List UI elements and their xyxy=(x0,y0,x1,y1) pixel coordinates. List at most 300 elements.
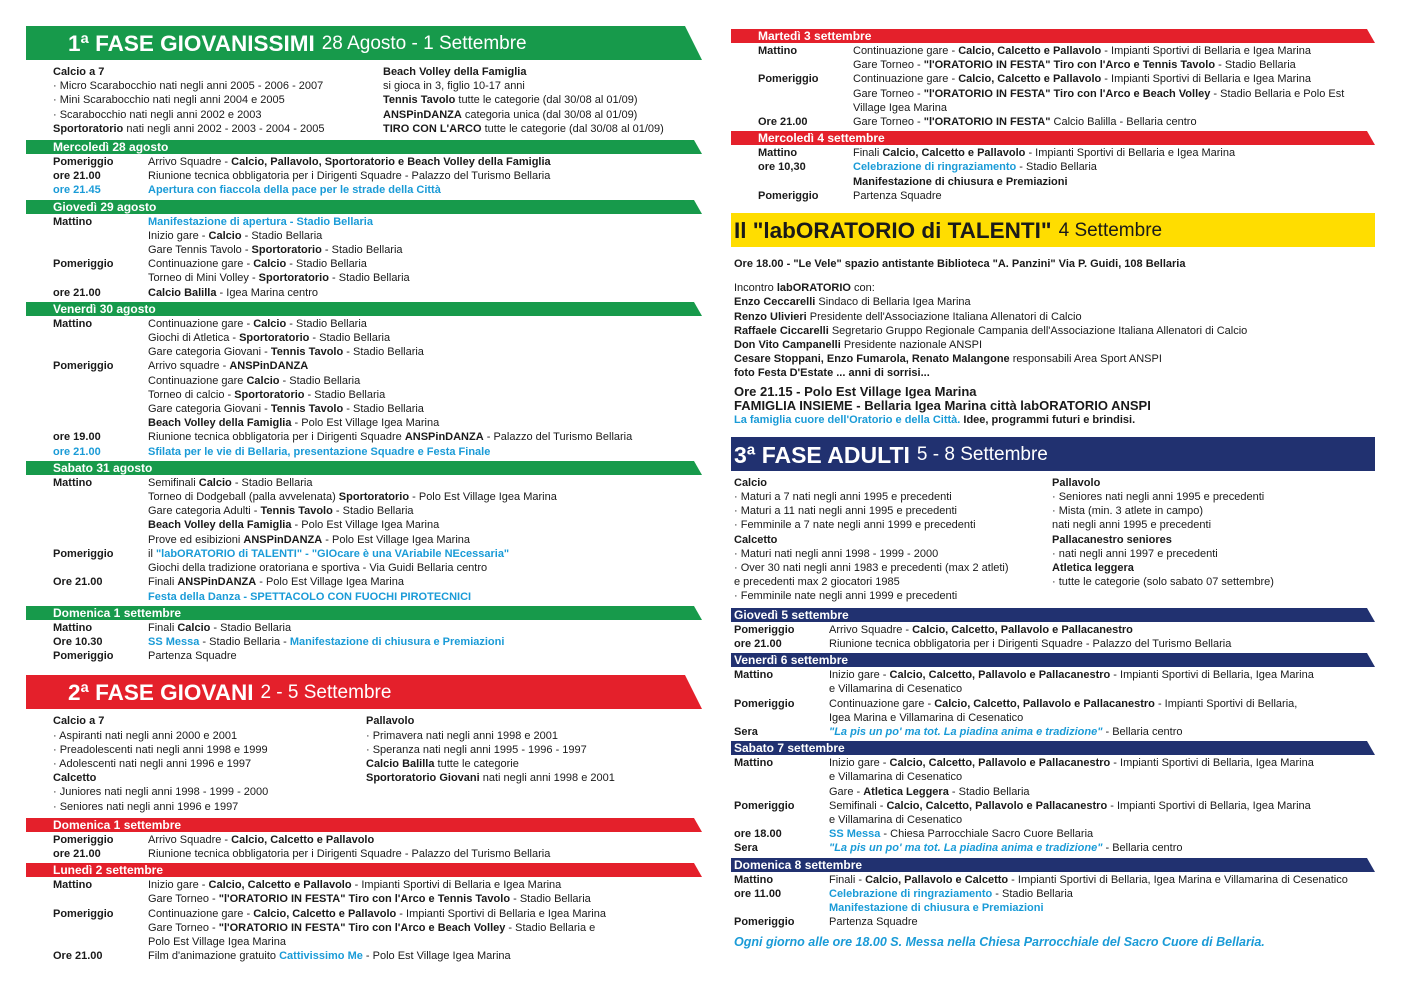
info-line xyxy=(1052,518,1375,532)
row-content xyxy=(148,243,403,257)
row-text-after: - Impianti Sportivi di Bellaria e Igea Marina xyxy=(396,907,606,920)
row-content xyxy=(829,813,962,827)
info-line xyxy=(366,743,702,757)
info-bold: Sportoratorio xyxy=(53,122,124,135)
row-text: Gare categoria Giovani - xyxy=(148,346,271,359)
schedule-row xyxy=(734,813,1375,827)
row-text: Inizio gare - xyxy=(829,757,890,770)
day-rows xyxy=(26,475,702,606)
schedule-row xyxy=(734,711,1375,725)
row-content xyxy=(829,711,1023,725)
info-left xyxy=(734,476,1052,604)
row-bold: Calcio, Calcetto, Pallavolo e Pallacanestro xyxy=(889,669,1111,682)
row-time xyxy=(53,345,148,359)
row-text: Gare Tennis Tavolo - xyxy=(148,244,252,257)
person-role: responsabili Area Sport ANSPI xyxy=(1009,353,1162,366)
row-time: Mattino xyxy=(53,215,93,228)
row-text-after: - Stadio Bellaria xyxy=(286,317,367,330)
section-header-talenti xyxy=(731,213,1375,247)
row-bold: Calcio, Calcetto e Pallavolo xyxy=(958,73,1102,86)
row-text-after: - Impianti Sportivi di Bellaria, xyxy=(1154,697,1298,710)
row-text-after: - Polo Est Village Igea Marina xyxy=(409,491,557,504)
day-rows xyxy=(731,622,1375,653)
schedule-row xyxy=(758,58,1375,72)
schedule-row xyxy=(53,847,702,861)
row-time: Mattino xyxy=(758,147,798,160)
row-text: Finali - xyxy=(829,873,866,886)
info-line xyxy=(734,547,1052,561)
info-line xyxy=(383,122,702,136)
schedule-row xyxy=(758,146,1375,160)
row-text-after: - Palazzo del Turismo Bellaria xyxy=(483,431,633,444)
row-bold: Tennis Tavolo xyxy=(260,505,333,518)
row-text: il xyxy=(148,547,156,560)
info-line xyxy=(383,108,702,122)
row-content xyxy=(148,533,470,547)
row-text: Gare Torneo - xyxy=(853,116,924,129)
info-text: · Scarabocchio nati negli anni 2002 e 2003 xyxy=(53,108,262,121)
schedule-row xyxy=(53,169,702,183)
info-bold: Calcio a 7 xyxy=(53,66,105,78)
row-content xyxy=(148,402,424,416)
person-name: Don Vito Campanelli xyxy=(734,339,841,352)
row-time xyxy=(734,770,829,784)
talenti-person xyxy=(734,338,1375,352)
row-text: Riunione tecnica obbligatoria per i Dirigenti Squadre - Palazzo del Turismo Bellaria xyxy=(829,637,1232,650)
person-role: Presidente nazionale ANSPI xyxy=(840,339,983,352)
info-line xyxy=(734,518,1052,532)
info-text: · Seniores nati negli anni 1995 e precedenti xyxy=(1052,491,1265,504)
row-bold: Calcio, Calcetto e Pallavolo xyxy=(231,833,375,846)
row-text-after: - Stadio Bellaria xyxy=(241,229,323,242)
row-highlight: Festa della Danza - SPETTACOLO CON FUOCHI PIROTECNICI xyxy=(148,590,472,603)
info-line xyxy=(1052,476,1375,490)
row-text: Gare - xyxy=(829,785,864,798)
row-time: Mattino xyxy=(758,45,798,57)
row-text-after: - Stadio Bellaria xyxy=(1215,59,1296,72)
row-bold: Calcio, Pallavolo e Calcetto xyxy=(865,873,1009,886)
info-line xyxy=(366,771,702,785)
row-text-after: - Stadio Bellaria xyxy=(328,272,410,285)
info-line xyxy=(53,743,366,757)
row-text: Torneo di Mini Volley - xyxy=(148,272,259,285)
row-highlight: SS Messa xyxy=(829,828,881,841)
row-text: Arrivo Squadre - xyxy=(148,833,232,846)
row-text: Igea Marina e Villamarina di Cesenatico xyxy=(829,711,1024,724)
row-content xyxy=(148,317,367,331)
section-dates: 5 - 8 Settembre xyxy=(916,443,1048,465)
row-bold: Manifestazione di chiusura e Premiazioni xyxy=(853,175,1068,188)
row-time: Mattino xyxy=(53,317,93,330)
day-header: Sabato 31 agosto xyxy=(26,461,702,475)
row-text: Gare categoria Giovani - xyxy=(148,403,271,416)
row-time: Pomeriggio xyxy=(53,650,114,663)
info-line xyxy=(1052,504,1375,518)
talenti-person xyxy=(734,295,1375,309)
row-time: Pomeriggio xyxy=(53,907,114,920)
talenti-event-2-sub: FAMIGLIA INSIEME - Bellaria Igea Marina città labORATORIO ANSPI xyxy=(734,397,1151,413)
row-text: Village Igea Marina xyxy=(853,101,947,114)
row-bold: Calcio, Calcetto, Pallavolo e Pallacanestro xyxy=(886,799,1108,812)
row-text: Gare Torneo - xyxy=(853,59,924,72)
schedule-row xyxy=(53,374,702,388)
row-text-mid: - Stadio Bellaria - xyxy=(199,635,290,648)
info-text: · Primavera nati negli anni 1998 e 2001 xyxy=(366,729,559,742)
row-highlight: Manifestazione di chiusura e Premiazioni xyxy=(829,901,1044,914)
row-text: Continuazione gare - xyxy=(853,45,959,57)
info-line xyxy=(53,79,383,93)
schedule-row xyxy=(53,155,702,169)
schedule-row xyxy=(53,590,702,604)
info-bold: Tennis Tavolo xyxy=(383,94,456,107)
info-line xyxy=(53,757,366,771)
row-text-after: - Polo Est Village Igea Marina xyxy=(256,576,404,589)
row-time xyxy=(53,490,148,504)
row-bold: ANSPinDANZA xyxy=(243,533,323,546)
row-text-after: - Impianti Sportivi di Bellaria e Igea Marina xyxy=(1101,73,1311,86)
schedule-row xyxy=(53,215,702,229)
row-text: Continuazione gare xyxy=(148,374,247,387)
row-time xyxy=(734,711,829,725)
row-bold: Calcio, Calcetto, Pallavolo e Pallacanestro xyxy=(912,623,1133,636)
day-rows xyxy=(731,43,1375,131)
row-text-after: - Stadio Bellaria xyxy=(343,346,424,359)
row-time xyxy=(53,416,148,430)
schedule-row xyxy=(53,388,702,402)
row-highlight: "La pis un po' ma tot. La piadina anima e tradizione" xyxy=(829,842,1103,855)
row-text: Arrivo squadre - xyxy=(148,360,230,373)
row-text: Arrivo Squadre - xyxy=(829,623,913,636)
schedule-row xyxy=(53,183,702,197)
row-content xyxy=(148,621,291,635)
row-time xyxy=(53,402,148,416)
row-time xyxy=(758,175,853,189)
schedule-row xyxy=(53,547,702,561)
day-rows xyxy=(26,832,702,863)
row-time xyxy=(53,331,148,345)
incontro-tail: con: xyxy=(850,282,875,295)
row-bold: Sportoratorio xyxy=(251,244,322,257)
row-content xyxy=(148,476,312,490)
row-time xyxy=(734,901,829,915)
row-highlight: Apertura con fiaccola della pace per le strade della Città xyxy=(148,184,441,197)
schedule-row xyxy=(734,682,1375,696)
row-text-mid: - Polo Est Village Igea Marina xyxy=(362,950,511,963)
row-content xyxy=(829,668,1314,682)
incontro-label: Incontro xyxy=(734,282,777,295)
row-content xyxy=(148,935,286,949)
row-content xyxy=(853,146,1235,160)
day-header: Lunedì 2 settembre xyxy=(26,863,702,877)
row-content xyxy=(148,547,509,561)
info-text: · Speranza nati negli anni 1995 - 1996 - 1997 xyxy=(366,743,587,756)
row-time: Pomeriggio xyxy=(734,697,795,710)
info-text: · Mini Scarabocchio nati negli anni 2004 e 2005 xyxy=(53,94,285,107)
info-text: · Adolescenti nati negli anni 1996 e 1997 xyxy=(53,757,252,770)
schedule-row xyxy=(758,101,1375,115)
row-highlight: SS Messa xyxy=(148,635,200,648)
row-content xyxy=(148,445,490,459)
row-content xyxy=(829,799,1311,813)
person-name: Raffaele Ciccarelli xyxy=(734,324,829,337)
schedule-row xyxy=(734,785,1375,799)
incontro-bold: labORATORIO xyxy=(776,282,851,295)
row-time xyxy=(53,243,148,257)
info-text: e precedenti max 2 giocatori 1985 xyxy=(734,576,900,589)
row-text-after: - Impianti Sportivi di Bellaria e Igea Marina xyxy=(1101,45,1311,57)
info-bold: Calcio xyxy=(734,476,768,489)
row-content xyxy=(853,115,1197,129)
info-text: si gioca in 3, figlio 10-17 anni xyxy=(383,80,525,93)
row-text-mid: - Stadio Bellaria xyxy=(992,887,1073,900)
info-adulti xyxy=(731,471,1375,608)
row-text: Continuazione gare - xyxy=(829,697,935,710)
talenti-event-2: Ore 21.15 - Polo Est Village Igea Marina xyxy=(734,383,977,399)
info-line xyxy=(734,476,1052,490)
schedule-row xyxy=(53,621,702,635)
row-content xyxy=(148,430,632,444)
talenti-person xyxy=(734,366,1375,380)
schedule-row xyxy=(53,561,702,575)
info-line xyxy=(366,714,702,728)
row-text-after: - Igea Marina centro xyxy=(216,286,318,299)
section-dates: 4 Settembre xyxy=(1058,220,1163,242)
info-text: · Maturi a 7 nati negli anni 1995 e precedenti xyxy=(734,491,952,504)
info-line xyxy=(734,561,1052,575)
schedule-row xyxy=(734,623,1375,637)
schedule-row xyxy=(53,257,702,271)
row-time: Pomeriggio xyxy=(758,73,819,86)
section-title: 1ª FASE GIOVANISSIMI xyxy=(68,31,315,56)
row-time xyxy=(734,813,829,827)
row-text: Continuazione gare - xyxy=(148,258,254,271)
row-time xyxy=(53,590,148,604)
row-content xyxy=(853,160,1097,174)
row-text-after: - Stadio Bellaria e xyxy=(505,921,596,934)
row-time: ore 21.00 xyxy=(53,847,101,860)
row-content xyxy=(148,215,373,229)
info-bold: TIRO CON L'ARCO xyxy=(383,122,482,135)
info-line xyxy=(53,122,383,136)
row-text: Torneo di calcio - xyxy=(148,388,235,401)
row-text-after: - Impianti Sportivi di Bellaria, Igea Marina xyxy=(1110,669,1314,682)
row-bold: Tennis Tavolo xyxy=(270,346,344,359)
info-bold: Beach Volley della Famiglia xyxy=(383,66,527,78)
day-header: Venerdì 6 settembre xyxy=(731,653,1375,667)
row-time xyxy=(758,101,853,115)
schedule-row xyxy=(53,430,702,444)
row-content xyxy=(148,575,404,589)
row-text: Arrivo Squadre - xyxy=(148,156,232,169)
row-content xyxy=(148,345,424,359)
row-bold: Calcio, Calcetto e Pallavolo xyxy=(882,147,1026,160)
row-bold: Atletica Leggera xyxy=(863,785,949,798)
info-text: · Juniores nati negli anni 1998 - 1999 - 2000 xyxy=(53,786,269,799)
person-role: Presidente dell'Associazione Italiana Allenatori di Calcio xyxy=(806,310,1082,323)
schedule-row xyxy=(53,445,702,459)
row-time: Pomeriggio xyxy=(53,156,114,169)
row-time: ore 21.00 xyxy=(53,170,101,183)
person-name: Renzo Ulivieri xyxy=(734,310,807,323)
schedule-row xyxy=(53,649,702,663)
info-text: · Preadolescenti nati negli anni 1998 e 1999 xyxy=(53,743,268,756)
row-time: ore 21.45 xyxy=(53,184,101,197)
row-text-after: - Stadio Bellaria e Polo Est xyxy=(1210,87,1345,100)
row-content xyxy=(148,847,550,861)
row-text-after: - Stadio Bellaria xyxy=(304,388,386,401)
row-content xyxy=(148,490,557,504)
row-time: ore 19.00 xyxy=(53,431,101,444)
day-header: Domenica 1 settembre xyxy=(26,606,702,620)
row-text: Semifinali - xyxy=(829,799,887,812)
schedule-row xyxy=(734,827,1375,841)
info-text: nati negli anni 1995 e precedenti xyxy=(1052,519,1212,532)
row-bold: Calcio, Calcetto e Pallavolo xyxy=(253,907,397,920)
row-content xyxy=(829,770,962,784)
schedule-adulti xyxy=(731,608,1375,932)
section-header-giovani xyxy=(26,675,702,709)
day-header: Mercoledì 4 settembre xyxy=(731,131,1375,145)
row-bold: Calcio Balilla xyxy=(148,286,217,299)
info-line xyxy=(383,79,702,93)
schedule-row xyxy=(53,271,702,285)
info-line xyxy=(1052,490,1375,504)
row-text: Gare categoria Adulti - xyxy=(148,505,261,518)
row-text-after: - Stadio Bellaria xyxy=(309,332,391,345)
row-time: Ore 21.00 xyxy=(53,950,103,963)
schedule-row xyxy=(53,345,702,359)
row-time: Ore 21.00 xyxy=(758,116,808,129)
day-header: Mercoledì 28 agosto xyxy=(26,140,702,154)
row-highlight: Cattivissimo Me xyxy=(279,950,363,963)
info-right xyxy=(366,714,702,813)
person-name: Enzo Ceccarelli xyxy=(734,296,816,309)
row-bold: "l'ORATORIO IN FESTA" xyxy=(923,116,1051,129)
row-content xyxy=(829,915,918,929)
row-content xyxy=(148,949,511,963)
info-text: · Femminile nate negli anni 1999 e precedenti xyxy=(734,590,958,603)
info-text: · tutte le categorie (solo sabato 07 settembre) xyxy=(1052,576,1274,589)
day-header: Domenica 8 settembre xyxy=(731,858,1375,872)
talenti-event-2-desc xyxy=(734,413,1375,427)
info-line xyxy=(1052,547,1375,561)
schedule-row xyxy=(53,331,702,345)
row-text-after: - Stadio Bellaria xyxy=(510,893,591,906)
row-text: Inizio gare - xyxy=(148,229,209,242)
row-text: Partenza Squadre xyxy=(148,650,237,663)
row-time: ore 21.00 xyxy=(53,445,101,458)
info-left xyxy=(53,714,366,813)
schedule-row xyxy=(53,243,702,257)
row-content xyxy=(148,907,606,921)
day-rows xyxy=(26,620,702,666)
info-text: categoria unica (dal 30/08 al 01/09) xyxy=(461,108,638,121)
info-line xyxy=(366,729,702,743)
row-content xyxy=(829,637,1231,651)
row-text: Prove ed esibizioni xyxy=(148,533,244,546)
row-content xyxy=(148,649,237,663)
schedule-row xyxy=(53,476,702,490)
row-content xyxy=(829,841,1183,855)
row-bold: ANSPinDANZA xyxy=(229,360,309,373)
schedule-row xyxy=(758,115,1375,129)
row-time: Mattino xyxy=(734,873,774,886)
day-header: Giovedì 5 settembre xyxy=(731,608,1375,622)
info-right xyxy=(383,65,702,136)
row-text: Finali xyxy=(148,576,178,589)
row-content xyxy=(829,756,1314,770)
row-bold: Calcio, Calcetto e Pallavolo xyxy=(208,879,352,892)
day-header: Domenica 1 settembre xyxy=(26,818,702,832)
row-content xyxy=(148,271,410,285)
row-time xyxy=(734,785,829,799)
info-line xyxy=(1052,561,1375,575)
row-highlight: Manifestazione di apertura - Stadio Bellaria xyxy=(148,215,373,228)
info-line xyxy=(53,93,383,107)
row-highlight: "La pis un po' ma tot. La piadina anima e tradizione" xyxy=(829,725,1103,738)
info-bold: Calcio a 7 xyxy=(53,715,105,728)
info-text: nati negli anni 1998 e 2001 xyxy=(479,772,615,785)
schedule-row xyxy=(53,317,702,331)
row-content xyxy=(829,697,1297,711)
row-highlight: Celebrazione di ringraziamento xyxy=(853,161,1017,174)
info-text: · Seniores nati negli anni 1996 e 1997 xyxy=(53,800,239,813)
day-rows xyxy=(26,214,702,302)
section-dates: 2 - 5 Settembre xyxy=(260,682,392,704)
row-bold: Calcio xyxy=(177,621,211,634)
row-text-mid: - Bellaria centro xyxy=(1102,725,1183,738)
info-line xyxy=(366,757,702,771)
row-time xyxy=(53,892,148,906)
row-text-after: - Polo Est Village Igea Marina xyxy=(291,519,440,532)
info-line xyxy=(53,785,366,799)
schedule-row xyxy=(53,229,702,243)
schedule-row xyxy=(53,833,702,847)
row-time: Pomeriggio xyxy=(734,799,795,812)
row-bold: Sportoratorio xyxy=(258,272,329,285)
row-text-after: - Impianti Sportivi di Bellaria e Igea Marina xyxy=(351,879,562,892)
info-line xyxy=(383,65,702,79)
schedule-row xyxy=(53,878,702,892)
row-content xyxy=(829,623,1133,637)
schedule-row xyxy=(734,770,1375,784)
row-content xyxy=(148,169,550,183)
row-highlight-2: Manifestazione di chiusura e Premiazioni xyxy=(289,635,505,648)
row-time: Mattino xyxy=(53,476,93,489)
schedule-row xyxy=(734,756,1375,770)
row-text: Giochi della tradizione oratoriana e sportiva - Via Guidi Bellaria centro xyxy=(148,562,488,575)
row-content xyxy=(148,561,487,575)
row-text: e Villamarina di Cesenatico xyxy=(829,813,963,826)
row-time: Mattino xyxy=(734,669,774,682)
info-bold: Calcetto xyxy=(734,533,778,546)
section-dates: 28 Agosto - 1 Settembre xyxy=(321,33,527,54)
row-text: Gare Torneo - xyxy=(148,893,219,906)
schedule-row xyxy=(734,697,1375,711)
section-header-adulti xyxy=(731,437,1375,471)
row-time: Mattino xyxy=(53,621,93,634)
row-content xyxy=(853,72,1311,86)
row-content xyxy=(148,504,414,518)
row-text: e Villamarina di Cesenatico xyxy=(829,683,963,696)
info-giovanissimi xyxy=(26,60,702,140)
row-highlight: "labORATORIO di TALENTI" - "GIOcare è una VAriabile NEcessaria" xyxy=(155,547,510,560)
row-text-after: - Stadio Bellaria xyxy=(332,505,414,518)
section-title: Il "labORATORIO di TALENTI" xyxy=(734,218,1052,244)
row-content xyxy=(148,921,595,935)
schedule-row xyxy=(758,44,1375,58)
info-bold: Pallavolo xyxy=(1052,476,1101,489)
